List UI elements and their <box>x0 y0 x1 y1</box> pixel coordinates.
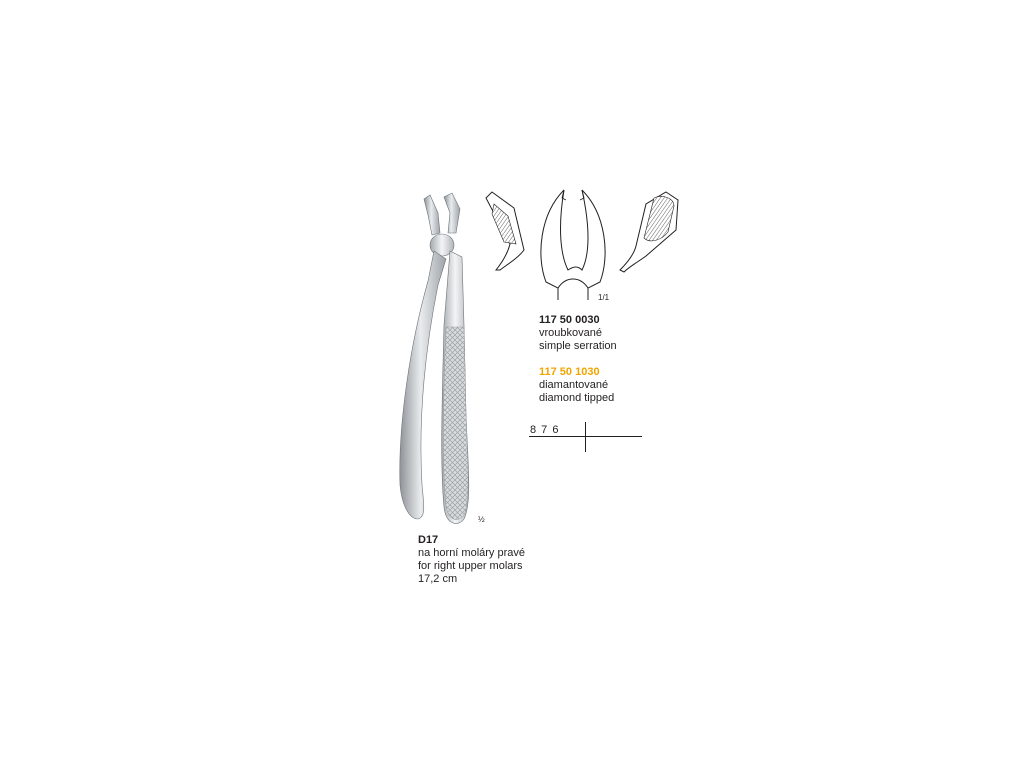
tooth-numbers: 8 7 6 <box>530 424 560 436</box>
forceps-scale-label: ½ <box>478 515 485 524</box>
product-length: 17,2 cm <box>418 573 458 585</box>
variant-name-cz-diamond: diamantované <box>539 379 609 391</box>
jaw-detail-drawings <box>478 186 688 302</box>
product-description-en: for right upper molars <box>418 560 523 572</box>
product-code: D17 <box>418 534 439 546</box>
variant-name-en-serrated: simple serration <box>539 340 617 352</box>
detail-scale-label: 1/1 <box>598 293 610 302</box>
variant-code-diamond: 117 50 1030 <box>539 366 600 378</box>
variant-code-serrated: 117 50 0030 <box>539 314 600 326</box>
diamond-jaw-profile <box>620 192 678 272</box>
serrated-jaw-profile <box>486 192 524 270</box>
product-description-cz: na horní moláry pravé <box>418 547 525 559</box>
variant-name-cz-serrated: vroubkované <box>539 327 602 339</box>
variant-name-en-diamond: diamond tipped <box>539 392 615 404</box>
forceps-image <box>380 185 490 530</box>
jaw-front-view <box>541 190 605 300</box>
tooth-chart-vertical-line <box>585 422 586 452</box>
